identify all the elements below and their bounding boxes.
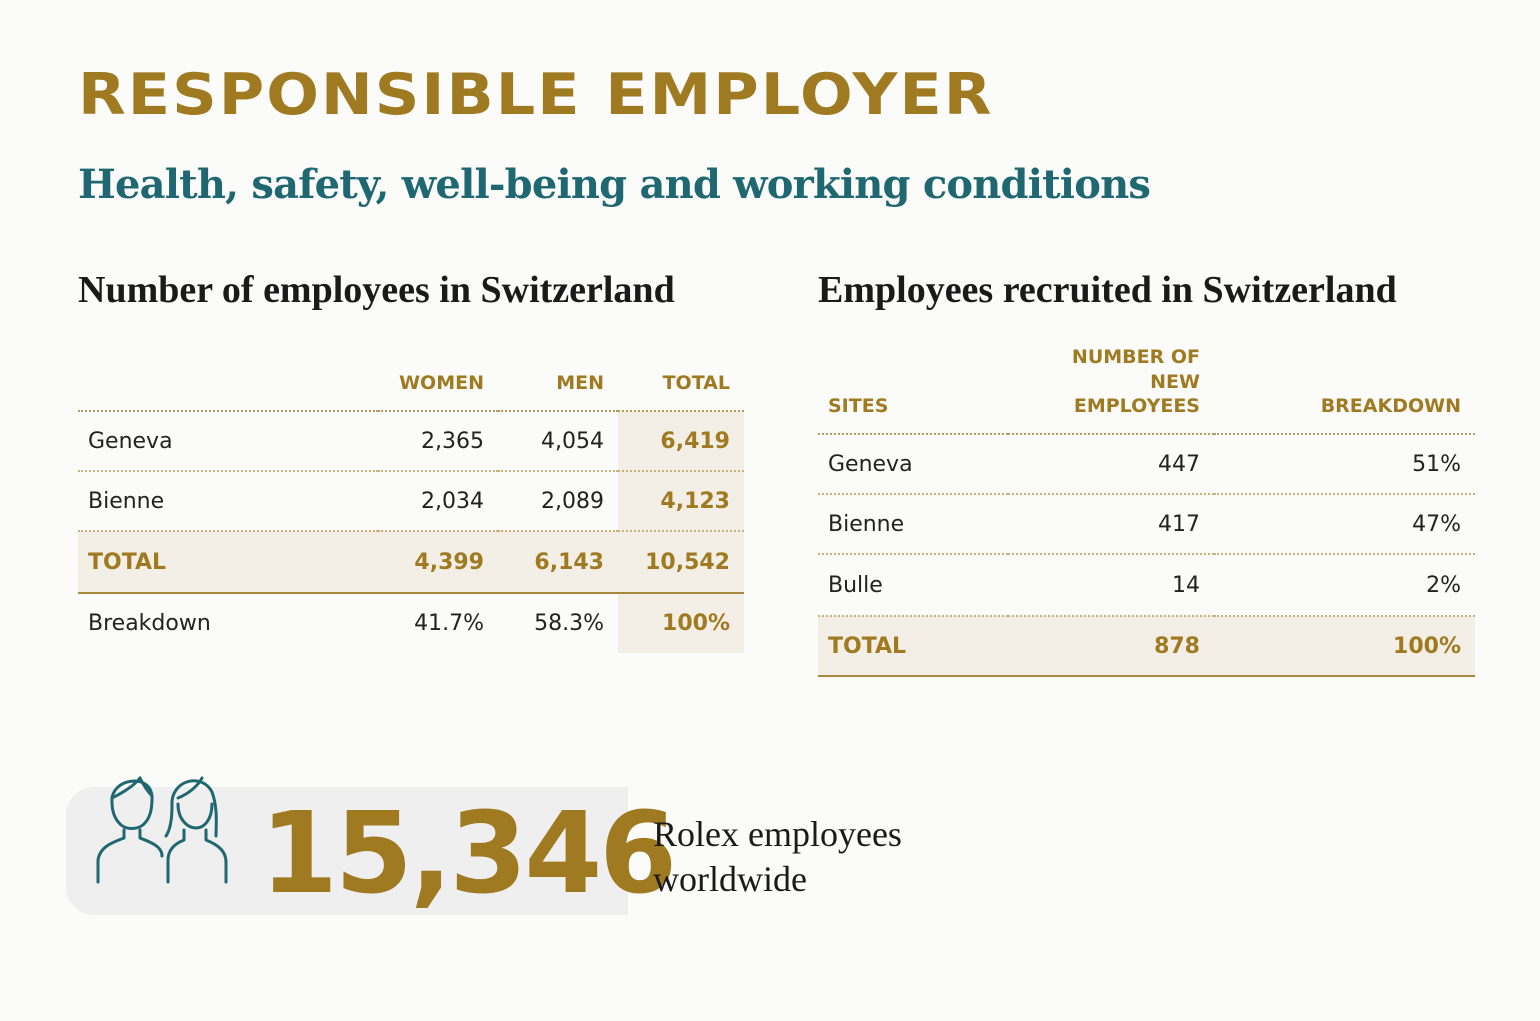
table-row (818, 494, 1475, 554)
table-row (78, 471, 744, 531)
cell-count: 878 (1008, 616, 1214, 676)
cell-count: 14 (1008, 554, 1214, 616)
cell-total: 10,542 (618, 531, 744, 593)
recruited-table (818, 345, 1475, 677)
cell-women: 4,399 (378, 531, 498, 593)
table-header-row (78, 345, 744, 411)
cell-breakdown: 2% (1214, 554, 1475, 616)
table-total-row (818, 616, 1475, 676)
column-header-breakdown: BREAKDOWN (1214, 345, 1475, 434)
column-header-men: MEN (498, 345, 618, 411)
page-subtitle: Health, safety, well-being and working conditions (78, 161, 1151, 208)
column-header-sites: SITES (818, 345, 1008, 434)
cell-total: 4,123 (618, 471, 744, 531)
table-row (818, 434, 1475, 494)
worldwide-caption (653, 812, 953, 902)
employees-table (78, 345, 744, 653)
cell-women: 41.7% (414, 611, 484, 636)
cell-breakdown: 47% (1214, 494, 1475, 554)
table-row (78, 593, 744, 653)
caption-line-1: Rolex employees (653, 814, 902, 854)
cell-count: 417 (1008, 494, 1214, 554)
cell-total: 100% (618, 593, 744, 653)
caption-line-2: worldwide (653, 859, 807, 899)
table-header-row (818, 345, 1475, 434)
table-row (78, 411, 744, 471)
table-row (818, 554, 1475, 616)
cell-total: 6,419 (618, 411, 744, 471)
column-header-label (78, 345, 378, 411)
page-title: RESPONSIBLE EMPLOYER (78, 60, 994, 128)
table-total-row (78, 531, 744, 593)
row-site: Geneva (818, 434, 1008, 494)
people-icon (92, 764, 232, 890)
row-label: TOTAL (78, 531, 378, 593)
row-site: TOTAL (818, 616, 1008, 676)
row-site: Bienne (818, 494, 1008, 554)
cell-men: 6,143 (498, 531, 618, 593)
column-header-women: WOMEN (378, 345, 498, 411)
worldwide-employee-count: 15,346 (260, 789, 675, 919)
cell-breakdown: 51% (1214, 434, 1475, 494)
cell-men: 58.3% (534, 611, 604, 636)
employees-table-title: Number of employees in Switzerland (78, 269, 675, 311)
row-label: Breakdown (88, 611, 211, 636)
cell-men: 2,089 (498, 471, 618, 531)
row-label: Bienne (78, 471, 378, 531)
cell-women: 2,034 (378, 471, 498, 531)
column-header-new-employees: NUMBER OF NEW EMPLOYEES (1008, 345, 1214, 434)
cell-count: 447 (1008, 434, 1214, 494)
row-site: Bulle (818, 554, 1008, 616)
cell-women: 2,365 (378, 411, 498, 471)
cell-men: 4,054 (498, 411, 618, 471)
row-label: Geneva (78, 411, 378, 471)
cell-breakdown: 100% (1214, 616, 1475, 676)
column-header-total: TOTAL (618, 345, 744, 411)
recruited-table-title: Employees recruited in Switzerland (818, 269, 1397, 311)
